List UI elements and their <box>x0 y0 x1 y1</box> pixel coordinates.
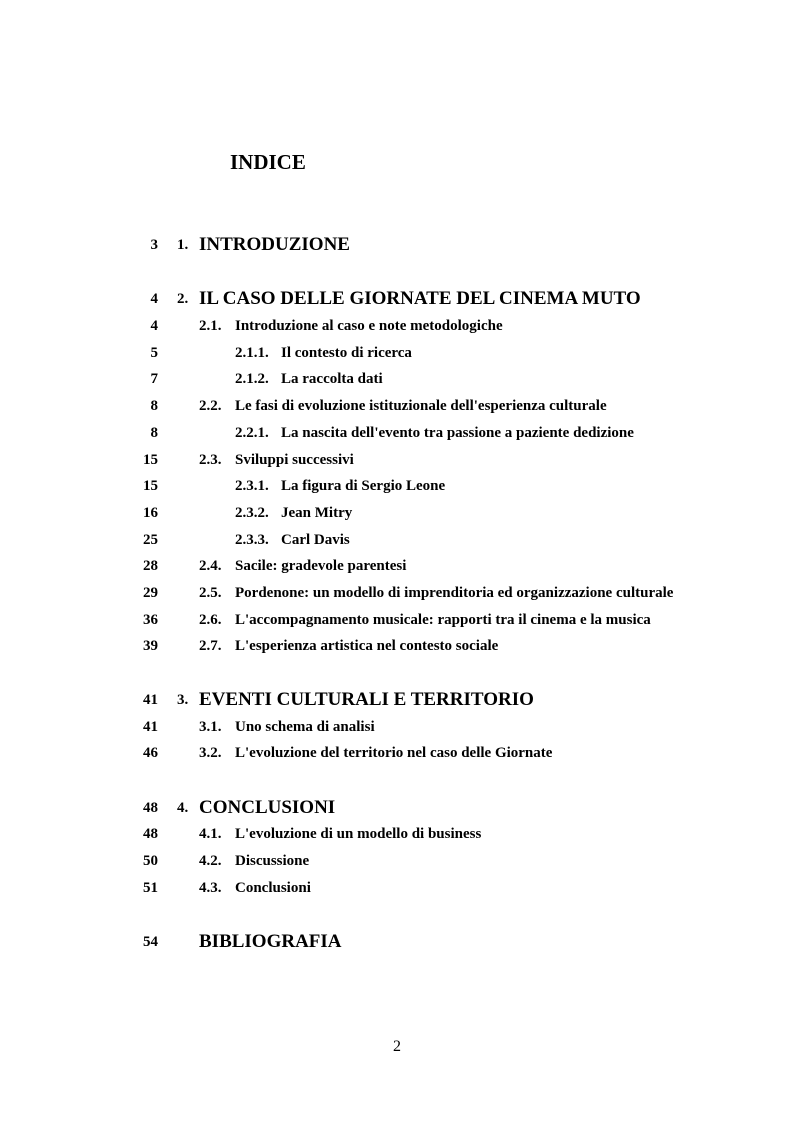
toc-entry-title: L'esperienza artistica nel contesto sociale <box>235 638 499 654</box>
toc-page-number: 3 <box>150 237 158 253</box>
toc-page-number: 25 <box>143 532 158 548</box>
toc-page-number: 7 <box>150 371 158 387</box>
toc-entry-title: L'evoluzione del territorio nel caso delle Giornate <box>235 745 553 761</box>
toc-page-number: 48 <box>143 800 158 816</box>
toc-entry-title: Jean Mitry <box>281 505 353 521</box>
toc-entry-number: 2.1. <box>199 318 222 334</box>
toc-entry-title: Discussione <box>235 853 310 869</box>
toc-entry-title: Il contesto di ricerca <box>281 345 412 361</box>
toc-entry-title: Pordenone: un modello di imprenditoria ed organizzazione culturale <box>235 585 674 601</box>
toc-entry-number: 2.1.1. <box>235 345 269 361</box>
toc-entry-number: 1. <box>177 237 189 253</box>
toc-entry-number: 3.2. <box>199 745 222 761</box>
toc-entry-number: 2.7. <box>199 638 222 654</box>
toc-entry-number: 2. <box>177 291 189 307</box>
toc-page-number: 39 <box>143 638 158 654</box>
toc-entry-title: Uno schema di analisi <box>235 719 375 735</box>
toc-page-number: 28 <box>143 558 158 574</box>
toc-page-number: 8 <box>150 425 158 441</box>
toc-entry-number: 4. <box>177 800 189 816</box>
toc-entry-number: 2.3.3. <box>235 532 269 548</box>
toc-page-number: 41 <box>143 719 158 735</box>
toc-page-number: 50 <box>143 853 158 869</box>
toc-entry-title: Carl Davis <box>281 532 350 548</box>
toc-entry-title: La raccolta dati <box>281 371 383 387</box>
toc-entry-number: 3. <box>177 692 189 708</box>
toc-page-number: 5 <box>150 345 158 361</box>
toc-page-number: 4 <box>150 318 158 334</box>
toc-entry-title: EVENTI CULTURALI E TERRITORIO <box>199 689 534 710</box>
toc-page-number: 46 <box>143 745 158 761</box>
toc-entry-title: L'evoluzione di un modello di business <box>235 826 482 842</box>
toc-page-number: 15 <box>143 478 158 494</box>
toc-entry-number: 2.2. <box>199 398 222 414</box>
page-title: INDICE <box>230 150 306 174</box>
toc-entry-title: La figura di Sergio Leone <box>281 478 446 494</box>
toc-page-number: 8 <box>150 398 158 414</box>
toc-entry-number: 2.3.1. <box>235 478 269 494</box>
toc-entry-title: Conclusioni <box>235 880 311 896</box>
toc-page-number: 4 <box>150 291 158 307</box>
toc-entry-number: 4.3. <box>199 880 222 896</box>
toc-entry-title: Le fasi di evoluzione istituzionale dell'esperienza culturale <box>235 398 607 414</box>
toc-page-number: 29 <box>143 585 158 601</box>
toc-page-number: 16 <box>143 505 158 521</box>
toc-page-number: 51 <box>143 880 158 896</box>
toc-entry-number: 2.1.2. <box>235 371 269 387</box>
toc-entry-number: 2.3.2. <box>235 505 269 521</box>
toc-page-number: 41 <box>143 692 158 708</box>
toc-entry-number: 3.1. <box>199 719 222 735</box>
toc-entry-title: CONCLUSIONI <box>199 797 336 818</box>
toc-entry-number: 4.1. <box>199 826 222 842</box>
toc-entry-number: 2.2.1. <box>235 425 269 441</box>
toc-entry-title: INTRODUZIONE <box>199 234 350 255</box>
toc-entry-number: 2.3. <box>199 452 222 468</box>
toc-entry-title: Introduzione al caso e note metodologiche <box>235 318 503 334</box>
toc-entry-title: La nascita dell'evento tra passione a paziente dedizione <box>281 425 634 441</box>
toc-entry-title: L'accompagnamento musicale: rapporti tra il cinema e la musica <box>235 612 651 628</box>
toc-entry-number: 4.2. <box>199 853 222 869</box>
toc-entry-number: 2.4. <box>199 558 222 574</box>
toc-page-number: 36 <box>143 612 158 628</box>
toc-entry-number: 2.6. <box>199 612 222 628</box>
toc-page-number: 15 <box>143 452 158 468</box>
toc-page-number: 48 <box>143 826 158 842</box>
toc-entry-title: Sviluppi successivi <box>235 452 354 468</box>
page-number: 2 <box>393 1038 401 1055</box>
toc-entry-title: Sacile: gradevole parentesi <box>235 558 407 574</box>
toc-entry-number: 2.5. <box>199 585 222 601</box>
toc-page-number: 54 <box>143 934 158 950</box>
toc-entry-title: IL CASO DELLE GIORNATE DEL CINEMA MUTO <box>199 288 641 309</box>
toc-entry-title: BIBLIOGRAFIA <box>199 931 342 952</box>
